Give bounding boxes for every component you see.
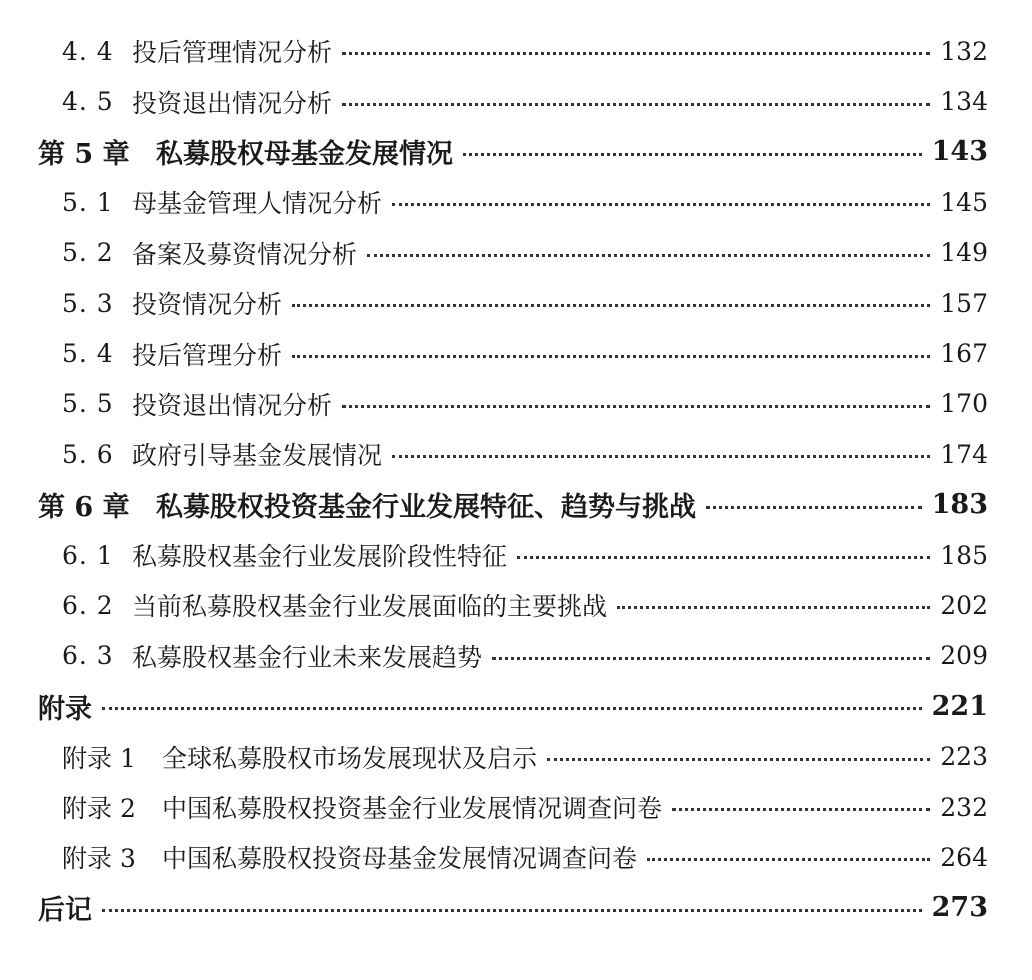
section-number: 6. 2 [62,590,114,620]
section-number: 5. 2 [62,238,114,268]
section-title: 当前私募股权基金行业发展面临的主要挑战 [132,592,608,622]
dot-leader [342,404,930,408]
page-number: 223 [940,742,988,772]
dot-leader [617,605,930,609]
section-title: 中国私募股权投资母基金发展情况调查问卷 [162,844,638,874]
page-number: 232 [940,792,988,822]
dot-leader [292,354,930,358]
toc-entry-5-1[interactable] [0,177,1032,227]
dot-leader [367,253,930,257]
toc-entry-5-6[interactable] [0,429,1032,479]
page-number: 202 [940,590,988,620]
section-title: 投资退出情况分析 [132,390,333,420]
page-number: 209 [940,641,988,671]
chapter-title: 后记 [38,895,92,927]
section-title: 投资退出情况分析 [132,88,333,118]
section-title: 全球私募股权市场发展现状及启示 [162,743,538,773]
page-number: 157 [940,288,988,318]
dot-leader [102,706,922,710]
toc-appendix[interactable] [0,681,1032,731]
toc-chapter-6[interactable] [0,480,1032,530]
dot-leader [647,857,930,861]
toc-entry-4-5[interactable] [0,76,1032,126]
section-title: 母基金管理人情况分析 [132,189,383,219]
section-title: 私募股权基金行业发展阶段性特征 [132,542,508,572]
appendix-number: 附录 3 [62,844,136,874]
dot-leader [672,807,930,811]
toc-appendix-2[interactable] [0,782,1032,832]
section-title: 备案及募资情况分析 [132,239,358,269]
page-number: 132 [940,36,988,66]
appendix-number: 附录 2 [62,794,136,824]
page-number: 134 [940,87,988,117]
toc-entry-5-4[interactable] [0,328,1032,378]
section-title: 投资情况分析 [132,290,283,320]
dot-leader [342,102,930,106]
dot-leader [706,505,922,509]
page-number: 273 [931,892,988,924]
toc-entry-5-3[interactable] [0,278,1032,328]
toc-entry-5-2[interactable] [0,228,1032,278]
toc-postscript[interactable] [0,883,1032,933]
section-number: 4. 4 [62,36,114,66]
dot-leader [517,555,930,559]
section-number: 6. 3 [62,641,114,671]
page-number: 185 [940,540,988,570]
page-number: 174 [940,439,988,469]
section-number: 5. 1 [62,187,114,217]
page-number: 221 [931,690,988,722]
section-number: 5. 6 [62,439,114,469]
page-number: 264 [940,842,988,872]
dot-leader [547,757,930,761]
section-number: 4. 5 [62,87,114,117]
section-title: 中国私募股权投资基金行业发展情况调查问卷 [162,794,663,824]
page-number: 183 [931,489,988,521]
chapter-number: 第 6 章 [38,492,130,524]
toc-entry-6-3[interactable] [0,631,1032,681]
toc-entry-5-5[interactable] [0,379,1032,429]
dot-leader [392,454,930,458]
page-number: 167 [940,339,988,369]
chapter-title: 私募股权投资基金行业发展特征、趋势与挑战 [156,492,696,524]
table-of-contents [0,26,1032,933]
chapter-number: 第 5 章 [38,139,130,171]
section-number: 5. 4 [62,339,114,369]
page-number: 145 [940,187,988,217]
chapter-title: 私募股权母基金发展情况 [156,139,453,171]
dot-leader [292,303,930,307]
page-number: 149 [940,238,988,268]
section-number: 6. 1 [62,540,114,570]
section-number: 5. 5 [62,389,114,419]
dot-leader [492,656,930,660]
dot-leader [102,908,922,912]
dot-leader [342,51,930,55]
dot-leader [463,152,922,156]
appendix-number: 附录 1 [62,743,136,773]
toc-entry-6-1[interactable] [0,530,1032,580]
toc-chapter-5[interactable] [0,127,1032,177]
section-title: 政府引导基金发展情况 [132,441,383,471]
section-title: 投后管理情况分析 [132,38,333,68]
chapter-title: 附录 [38,693,92,725]
toc-entry-4-4[interactable] [0,26,1032,76]
section-number: 5. 3 [62,288,114,318]
toc-entry-6-2[interactable] [0,580,1032,630]
section-title: 投后管理分析 [132,340,283,370]
toc-appendix-1[interactable] [0,731,1032,781]
toc-appendix-3[interactable] [0,832,1032,882]
section-title: 私募股权基金行业未来发展趋势 [132,642,483,672]
page-number: 143 [931,136,988,168]
dot-leader [392,202,930,206]
page-number: 170 [940,389,988,419]
